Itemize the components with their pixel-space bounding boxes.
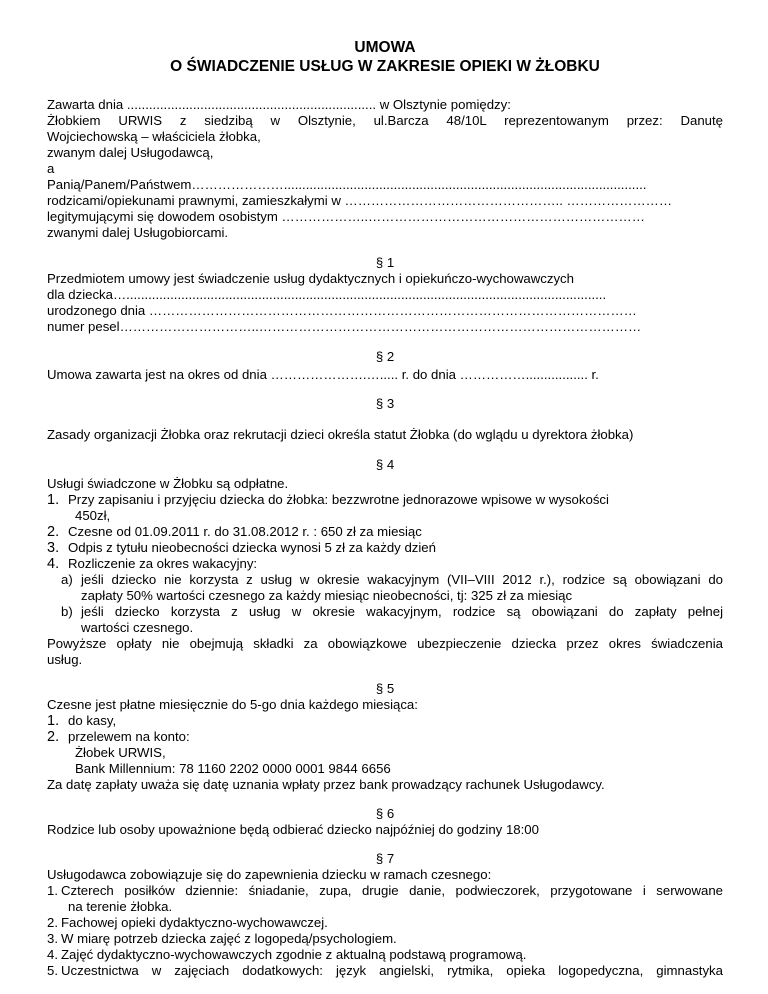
list-item-text: Zajęć dydaktyczno-wychowawczych zgodnie z aktualną podstawą programową. <box>61 947 527 962</box>
section-1 <box>47 255 723 335</box>
list-item-text: Czesne od 01.09.2011 r. do 31.08.2012 r. : 650 zł za miesiąc <box>68 524 422 539</box>
section-1-child-line: dla dziecka…................................................................................................................................... <box>47 287 607 302</box>
list-item-number: 1. <box>47 492 60 508</box>
list-item <box>47 540 723 556</box>
list-item-text: Przy zapisaniu i przyjęciu dziecka do żłobka: bezzwrotne jednorazowe wpisowe w wysokości <box>68 492 609 507</box>
list-item-number: 3. <box>47 540 60 556</box>
list-item-number: 2. <box>47 729 60 745</box>
bank-account-number: Bank Millennium: 78 1160 2202 0000 0001 9844 6656 <box>75 761 391 776</box>
section-4-heading: § 4 <box>375 457 395 472</box>
list-item-text: do kasy, <box>68 713 117 728</box>
sub-list-item <box>47 572 723 588</box>
section-6-heading: § 6 <box>375 806 395 821</box>
list-item-number: 4. <box>47 947 58 962</box>
section-1-heading: § 1 <box>375 255 395 270</box>
section-5-outro: Za datę zapłaty uważa się datę uznania wpłaty przez bank prowadzący rachunek Usługodawcy. <box>47 777 605 792</box>
section-2 <box>47 349 723 383</box>
section-1-birth-line: urodzonego dnia ………………………………………………………………………………………………… <box>47 303 637 318</box>
list-item <box>47 729 723 745</box>
list-item-text: przelewem na konto: <box>68 729 190 744</box>
list-item <box>47 713 723 729</box>
sub-list-item-text: jeśli dziecko nie korzysta z usług w okresie wakacyjnym (VII–VIII 2012 r.), rodzice są obowiązani do <box>81 572 723 587</box>
list-item <box>47 931 723 947</box>
section-5 <box>47 681 723 793</box>
list-item-number: 1. <box>47 713 60 729</box>
section-7 <box>47 851 723 979</box>
sub-list-item-continuation: wartości czesnego. <box>81 620 194 635</box>
list-item-number: 3. <box>47 931 58 946</box>
list-item-number: 4. <box>47 556 60 572</box>
intro-provider-alias: zwanym dalej Usługodawcą, <box>47 145 214 160</box>
section-4-outro: Powyższe opłaty nie obejmują składki za obowiązkowe ubezpieczenie dziecka przez okres świadczenia <box>47 636 723 651</box>
list-item <box>47 492 723 508</box>
section-3-heading: § 3 <box>375 396 395 411</box>
list-item-continuation: 450zł, <box>75 508 111 523</box>
list-item <box>47 524 723 540</box>
intro-address-line: rodzicami/opiekunami prawnymi, zamieszkałymi w ………………………………………….. …………………… <box>47 193 673 208</box>
intro-client-alias: zwanymi dalej Usługobiorcami. <box>47 225 229 240</box>
section-4-outro-cont: usług. <box>47 652 83 667</box>
sub-list-item-text: jeśli dziecko korzysta z usług w okresie wakacyjnym, rodzice są obowiązani do zapłaty pełnej <box>81 604 723 619</box>
list-item <box>47 963 723 979</box>
intro-id-line: legitymującymi się dowodem osobistym ………………..……………………………………………………… <box>47 209 645 224</box>
list-item <box>47 915 723 931</box>
section-6-text: Rodzice lub osoby upoważnione będą odbierać dziecko najpóźniej do godziny 18:00 <box>47 822 539 837</box>
intro-provider-line: Żłobkiem URWIS z siedzibą w Olsztynie, ul.Barcza 48/10L reprezentowanym przez: Danutę <box>47 113 723 128</box>
sub-list-item-continuation: zapłaty 50% wartości czesnego za każdy miesiąc nieobecności, tj: 325 zł za miesiąc <box>81 588 573 603</box>
intro-date-line: Zawarta dnia .................................................................... w Olsztynie pomiędzy: <box>47 97 511 112</box>
section-6 <box>47 806 723 838</box>
section-7-heading: § 7 <box>375 851 395 866</box>
document-title <box>47 38 723 76</box>
list-item <box>47 556 723 572</box>
contract-document <box>47 38 723 979</box>
list-item-number: 1. <box>47 883 58 898</box>
intro-client-line: Panią/Panem/Państwem…………………................................................................................................... <box>47 177 647 192</box>
section-3 <box>47 396 723 443</box>
list-item <box>47 883 723 899</box>
list-item-text: Czterech posiłków dziennie: śniadanie, zupa, drugie danie, podwieczorek, przygotowane i serwowane <box>61 883 723 898</box>
sub-list-item-letter: a) <box>61 572 73 587</box>
bank-account-name: Żłobek URWIS, <box>75 745 166 760</box>
title-line-1: UMOWA <box>354 39 416 56</box>
section-1-pesel-line: numer pesel…………………………..…………………………………………………………………………… <box>47 319 642 334</box>
section-5-intro: Czesne jest płatne miesięcznie do 5-go dnia każdego miesiąca: <box>47 697 418 712</box>
list-item-text: Rozliczenie za okres wakacyjny: <box>68 556 258 571</box>
list-item-text: W miarę potrzeb dziecka zajęć z logopedą/psychologiem. <box>61 931 397 946</box>
list-item-continuation: na terenie żłobka. <box>68 899 173 914</box>
section-4 <box>47 457 723 668</box>
sub-list-item <box>47 604 723 620</box>
list-item-number: 2. <box>47 524 60 540</box>
section-3-text: Zasady organizacji Żłobka oraz rekrutacji dzieci określa statut Żłobka (do wglądu u dyrektora żłobka) <box>47 427 634 442</box>
section-4-intro: Usługi świadczone w Żłobku są odpłatne. <box>47 476 289 491</box>
sub-list-item-letter: b) <box>61 604 73 619</box>
list-item-text: Uczestnictwa w zajęciach dodatkowych: język angielski, rytmika, opieka logopedyczna, gimnastyka <box>61 963 723 978</box>
intro-and: a <box>47 161 55 176</box>
title-line-2: O ŚWIADCZENIE USŁUG W ZAKRESIE OPIEKI W ŻŁOBKU <box>170 58 600 75</box>
list-item-text: Fachowej opieki dydaktyczno-wychowawczej. <box>61 915 328 930</box>
section-2-text: Umowa zawarta jest na okres od dnia ………………….…..... r. do dnia ……………................. r. <box>47 367 599 382</box>
section-5-heading: § 5 <box>375 681 395 696</box>
section-1-line-1: Przedmiotem umowy jest świadczenie usług dydaktycznych i opiekuńczo-wychowawczych <box>47 271 574 286</box>
section-7-intro: Usługodawca zobowiązuje się do zapewnienia dziecku w ramach czesnego: <box>47 867 492 882</box>
section-2-heading: § 2 <box>375 349 395 364</box>
list-item-number: 5. <box>47 963 58 978</box>
intro-section <box>47 97 723 241</box>
intro-owner-line: Wojciechowską – właściciela żłobka, <box>47 129 261 144</box>
list-item-text: Odpis z tytułu nieobecności dziecka wynosi 5 zł za każdy dzień <box>68 540 436 555</box>
list-item-number: 2. <box>47 915 58 930</box>
list-item <box>47 947 723 963</box>
